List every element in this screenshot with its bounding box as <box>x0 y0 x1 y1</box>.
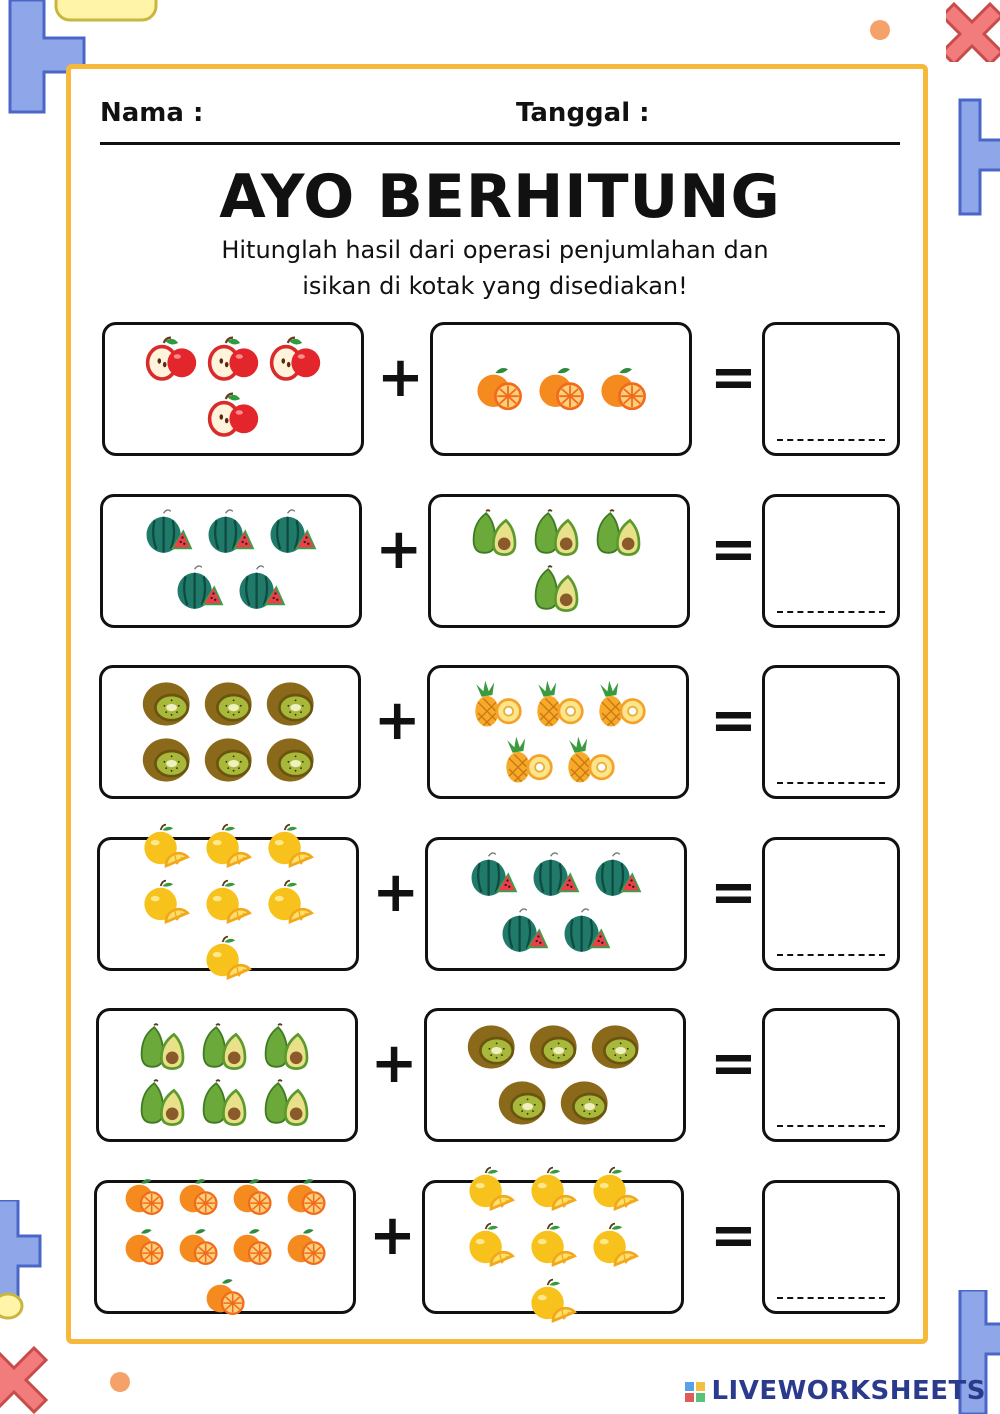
avocado-icon <box>262 1021 316 1073</box>
orange-icon <box>121 1224 167 1270</box>
answer-box[interactable] <box>762 1008 900 1142</box>
watermelon-icon <box>560 906 614 958</box>
orange-icon <box>472 363 526 415</box>
lemon-icon <box>464 1165 518 1217</box>
avocado-icon <box>200 1077 254 1129</box>
orange-icon <box>121 1174 167 1220</box>
pineapple-icon <box>469 678 523 730</box>
answer-line <box>777 439 885 441</box>
problem-row <box>99 665 907 801</box>
fruit-group-right <box>428 494 690 628</box>
equals-sign: = <box>709 859 757 925</box>
plus-sign: + <box>372 859 420 925</box>
pineapple-icon <box>531 678 585 730</box>
avocado-icon <box>532 563 586 615</box>
equals-sign: = <box>709 688 757 753</box>
equals-sign: = <box>710 1202 757 1268</box>
watermelon-icon <box>467 850 521 902</box>
answer-box[interactable] <box>762 837 900 971</box>
answer-line <box>777 782 885 784</box>
answer-box[interactable] <box>762 494 900 628</box>
avocado-icon <box>262 1077 316 1129</box>
decor-x-bottom-left <box>0 1340 60 1414</box>
pineapple-icon <box>593 678 647 730</box>
orange-icon <box>229 1224 275 1270</box>
fruit-group-right <box>422 1180 684 1314</box>
liveworksheets-logo <box>683 1376 986 1406</box>
page-title: AYO BERHITUNG <box>219 162 781 232</box>
orange-icon <box>202 1274 248 1320</box>
name-label: Nama : <box>100 98 204 128</box>
kiwi-icon <box>265 734 319 786</box>
problem-row <box>96 1008 904 1144</box>
date-label: Tanggal : <box>516 98 650 128</box>
plus-sign: + <box>377 345 424 410</box>
lemon-icon <box>201 878 255 930</box>
avocado-icon <box>200 1021 254 1073</box>
brand-name: LIVEWORKSHEETS <box>711 1376 986 1406</box>
kiwi-icon <box>141 678 195 730</box>
decor-dot-bottom <box>106 1368 136 1398</box>
fruit-group-left <box>96 1008 358 1142</box>
equals-sign: = <box>709 516 757 582</box>
avocado-icon <box>138 1077 192 1129</box>
fruit-group-right <box>427 665 689 799</box>
equals-sign: = <box>710 345 757 410</box>
pineapple-icon <box>500 734 554 786</box>
lemon-icon <box>263 878 317 930</box>
lemon-icon <box>588 1221 642 1273</box>
problem-row <box>102 322 910 458</box>
decor-dot-top <box>866 16 896 46</box>
problem-row <box>100 494 908 630</box>
orange-icon <box>534 363 588 415</box>
orange-icon <box>283 1174 329 1220</box>
watermelon-icon <box>529 850 583 902</box>
avocado-icon <box>138 1021 192 1073</box>
plus-sign: + <box>373 688 421 753</box>
plus-sign: + <box>370 1031 418 1096</box>
pineapple-icon <box>562 734 616 786</box>
fruit-group-left <box>102 322 364 456</box>
lemon-icon <box>263 822 317 874</box>
lemon-icon <box>588 1165 642 1217</box>
lemon-icon <box>526 1277 580 1329</box>
lemon-icon <box>201 934 255 986</box>
kiwi-icon <box>466 1021 520 1073</box>
decor-x-top-right <box>946 0 1000 62</box>
fruit-group-left <box>97 837 359 971</box>
orange-icon <box>596 363 650 415</box>
watermelon-icon <box>204 507 258 559</box>
watermelon-icon <box>173 563 227 615</box>
orange-icon <box>175 1174 221 1220</box>
orange-icon <box>283 1224 329 1270</box>
header-underline <box>100 142 900 145</box>
kiwi-icon <box>203 678 257 730</box>
avocado-icon <box>532 507 586 559</box>
apple-icon <box>206 335 260 387</box>
fruit-group-right <box>430 322 692 456</box>
lemon-icon <box>201 822 255 874</box>
problem-row <box>94 1180 902 1316</box>
answer-line <box>777 1125 885 1127</box>
avocado-icon <box>470 507 524 559</box>
answer-line <box>777 954 885 956</box>
fruit-group-left <box>99 665 361 799</box>
lemon-icon <box>139 878 193 930</box>
kiwi-icon <box>559 1077 613 1129</box>
kiwi-icon <box>497 1077 551 1129</box>
watermelon-icon <box>591 850 645 902</box>
fruit-group-left <box>94 1180 356 1314</box>
instruction-line-1: Hitunglah hasil dari operasi penjumlahan dan <box>221 236 769 264</box>
answer-box[interactable] <box>762 322 900 456</box>
decor-blob-left <box>0 1290 30 1324</box>
plus-sign: + <box>375 516 423 582</box>
answer-line <box>777 1297 885 1299</box>
kiwi-icon <box>203 734 257 786</box>
plus-sign: + <box>369 1202 416 1268</box>
watermelon-icon <box>266 507 320 559</box>
fruit-group-right <box>425 837 687 971</box>
kiwi-icon <box>528 1021 582 1073</box>
problem-row <box>97 837 905 973</box>
equals-sign: = <box>709 1031 757 1096</box>
lemon-icon <box>526 1165 580 1217</box>
apple-icon <box>268 335 322 387</box>
fruit-group-left <box>100 494 362 628</box>
answer-box[interactable] <box>762 1180 900 1314</box>
liveworksheets-icon <box>683 1380 707 1404</box>
instruction-line-2: isikan di kotak yang disediakan! <box>302 272 688 300</box>
apple-icon <box>144 335 198 387</box>
lemon-icon <box>139 822 193 874</box>
watermelon-icon <box>235 563 289 615</box>
orange-icon <box>229 1174 275 1220</box>
watermelon-icon <box>142 507 196 559</box>
kiwi-icon <box>141 734 195 786</box>
apple-icon <box>206 391 260 443</box>
kiwi-icon <box>590 1021 644 1073</box>
avocado-icon <box>594 507 648 559</box>
watermelon-icon <box>498 906 552 958</box>
answer-box[interactable] <box>762 665 900 799</box>
lemon-icon <box>526 1221 580 1273</box>
lemon-icon <box>464 1221 518 1273</box>
answer-line <box>777 611 885 613</box>
decor-pill-top <box>52 0 162 24</box>
fruit-group-right <box>424 1008 686 1142</box>
orange-icon <box>175 1224 221 1270</box>
kiwi-icon <box>265 678 319 730</box>
